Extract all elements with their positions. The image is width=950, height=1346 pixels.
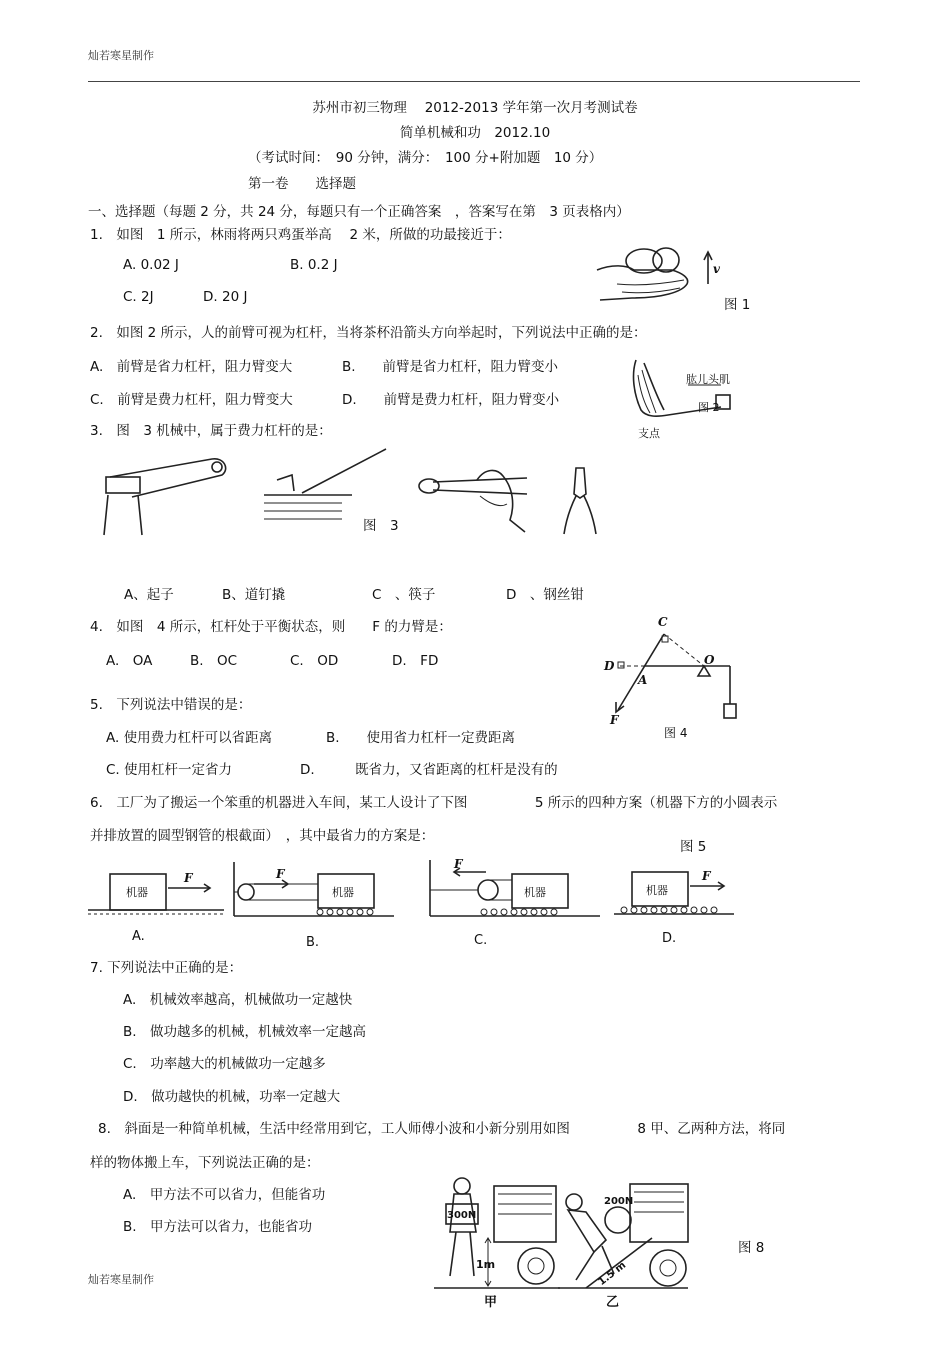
slope-label: 1.5 m [596, 1259, 629, 1289]
figure-1-hand-eggs [592, 240, 727, 306]
q4-option-d: D. FD [392, 653, 439, 669]
header-brand: 灿若寒星制作 [88, 49, 154, 62]
figure-8-yi [556, 1176, 691, 1310]
q2-option-c: C. 前臂是费力杠杆，阻力臂变大 [90, 392, 293, 408]
force-label: F [454, 857, 463, 871]
point-c-label: C [658, 615, 668, 629]
footer-brand: 灿若寒星制作 [88, 1273, 154, 1286]
q2-figure-label: 图 2 [698, 401, 720, 414]
q1-option-d: D. 20 J [203, 289, 248, 305]
machine-label: 机器 [126, 886, 148, 899]
q3-figure-label: 图 3 [363, 518, 399, 534]
force-label: F [702, 869, 711, 883]
q6-option-b-label: B. [306, 935, 320, 946]
q8-figure-label: 图 8 [738, 1240, 765, 1256]
q1-option-c: C. 2J [123, 289, 154, 305]
height-1m-label: 1m [476, 1258, 496, 1271]
exam-subtitle: 简单机械和功 2012.10 [399, 125, 551, 141]
q8-option-b: B. 甲方法可以省力，也能省功 [123, 1219, 313, 1235]
q7-option-b: B. 做功越多的机械，机械效率一定越高 [123, 1024, 367, 1040]
point-a-label: A [638, 673, 648, 687]
figure-5b [228, 860, 398, 946]
q5-option-b: B. 使用省力杠杆一定费距离 [326, 730, 516, 746]
q1-option-b: B. 0.2 J [290, 257, 338, 273]
q6-option-c-label: C. [474, 933, 488, 946]
force-f-label: F [610, 713, 619, 727]
q4-option-c: C. OD [290, 653, 339, 669]
q6-stem-line1: 6. 工厂为了搬运一个笨重的机器进入车间，某工人设计了下图 5 所示的四种方案（机器下方的小圆表示 [90, 795, 778, 811]
q2-option-d: D. 前臂是费力杠杆，阻力臂变小 [342, 392, 560, 408]
q7-option-a: A. 机械效率越高，机械做功一定越快 [123, 992, 353, 1008]
header-divider [88, 81, 860, 82]
q3-option-c: C 、筷子 [372, 587, 436, 603]
machine-label: 机器 [524, 886, 546, 899]
machine-label: 机器 [646, 884, 668, 897]
q8-option-a: A. 甲方法不可以省力，但能省功 [123, 1187, 326, 1203]
exam-info: （考试时间： 90 分钟，满分： 100 分+附加题 10 分） [248, 150, 603, 166]
q6-stem-line2: 并排放置的圆型钢管的根截面） ，其中最省力的方案是： [90, 828, 435, 844]
figure-5a [86, 860, 226, 946]
q2-option-b: B. 前臂是省力杠杆，阻力臂变小 [342, 359, 559, 375]
q6-figure-label: 图 5 [680, 839, 707, 855]
part-title: 第一卷 选择题 [248, 176, 356, 192]
point-o-label: O [704, 653, 715, 667]
muscle-label: 肱儿头肌 [686, 373, 730, 386]
figure-3d-pliers [558, 466, 603, 536]
jia-label: 甲 [484, 1295, 498, 1310]
q3-option-a: A、起子 [124, 587, 174, 603]
q3-option-d: D 、钢丝钳 [506, 587, 584, 603]
figure-4-lever [596, 610, 746, 732]
figure-3a-bottle-opener [102, 455, 232, 537]
figure-8-jia [432, 1176, 562, 1310]
q5-option-a: A. 使用费力杠杆可以省距离 [106, 730, 273, 746]
q4-stem: 4. 如图 4 所示，杠杆处于平衡状态，则 F 的力臂是： [90, 619, 452, 635]
q5-stem: 5. 下列说法中错误的是： [90, 697, 252, 713]
q4-option-a: A. OA [106, 653, 153, 669]
q7-option-c: C. 功率越大的机械做功一定越多 [123, 1056, 326, 1072]
load-300n-label: 300N [447, 1210, 477, 1221]
velocity-label: v [713, 262, 720, 276]
q5-option-d: D. 既省力，又省距离的杠杆是没有的 [300, 762, 558, 778]
q7-stem: 7. 下列说法中正确的是： [90, 960, 243, 976]
q6-option-d-label: D. [662, 931, 677, 946]
figure-5c [424, 856, 604, 946]
q3-stem: 3. 图 3 机械中，属于费力杠杆的是： [90, 423, 332, 439]
exam-title: 苏州市初三物理 2012-2013 学年第一次月考测试卷 [312, 100, 638, 116]
q7-option-d: D. 做功越快的机械，功率一定越大 [123, 1089, 341, 1105]
point-d-label: D [604, 659, 615, 673]
yi-label: 乙 [606, 1295, 620, 1310]
q8-stem-line2: 样的物体搬上车，下列说法正确的是： [90, 1155, 320, 1171]
q2-option-a: A. 前臂是省力杠杆，阻力臂变大 [90, 359, 293, 375]
q4-figure-label: 图 4 [664, 726, 688, 740]
q8-stem-line1: 8. 斜面是一种简单机械，生活中经常用到它，工人师傅小波和小新分别用如图 8 甲、乙两种方法，将同 [98, 1121, 786, 1137]
figure-2-forearm [626, 355, 746, 441]
pivot-label: 支点 [638, 427, 660, 440]
section-heading: 一、选择题（每题 2 分，共 24 分，每题只有一个正确答案 ，答案写在第 3 页表格内） [88, 204, 630, 220]
figure-3c-chopsticks [415, 460, 535, 535]
load-200n-label: 200N [604, 1196, 634, 1207]
machine-label: 机器 [332, 886, 354, 899]
q1-figure-label: 图 1 [724, 297, 751, 313]
q2-stem: 2. 如图 2 所示，人的前臂可视为杠杆，当将茶杯沿箭头方向举起时，下列说法中正确的是： [90, 325, 647, 341]
q1-stem: 1. 如图 1 所示，林雨将两只鸡蛋举高 2 米，所做的功最接近于： [90, 227, 511, 243]
force-label: F [184, 871, 193, 885]
q5-option-c: C. 使用杠杆一定省力 [106, 762, 233, 778]
figure-5d [612, 860, 737, 946]
q1-option-a: A. 0.02 J [123, 257, 179, 273]
force-label: F [276, 867, 285, 881]
q4-option-b: B. OC [190, 653, 238, 669]
q3-option-b: B、道钉撬 [222, 587, 286, 603]
q6-option-a-label: A. [132, 929, 145, 944]
